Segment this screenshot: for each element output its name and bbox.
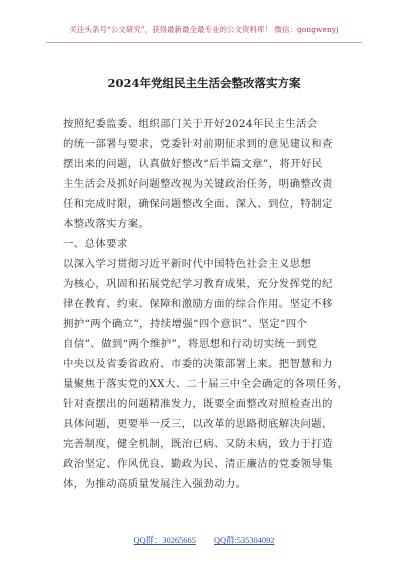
header-divider [46, 42, 362, 43]
paragraph-line: 中央以及省委省政府、市委的决策部署上来。把智慧和力 [63, 358, 333, 370]
footer-contact [0, 534, 408, 546]
paragraph-line: 摆出来的问题，认真做好整改“后半篇文章”，将开好民 [63, 158, 323, 170]
paragraph-line: 针对查摆出的问题精准发力，既要全面整改对照检查出的 [63, 398, 333, 410]
document-title: 2024年党组民主生活会整改落实方案 [107, 76, 301, 90]
paragraph-line: 自信”、做到“两个维护”，将思想和行动切实统一到党 [63, 338, 318, 350]
section-heading-block [63, 234, 363, 254]
header-note: 关注头条号“公文研究”，获得最新最全最专业的公文资料库！ 微信：gongwenyj [69, 25, 339, 34]
paragraph-line: 律在教育、约束、保障和激励方面的综合作用。坚定不移 [63, 298, 333, 310]
paragraph-line: 具体问题，更要举一反三，以改革的思路彻底解决问题， [63, 418, 333, 430]
paragraph-line: 拥护“两个确立”，持续增强“四个意识”、坚定“四个 [63, 318, 308, 330]
paragraph-line: 以深入学习贯彻习近平新时代中国特色社会主义思想 [63, 258, 312, 270]
paragraph-line: 为核心，巩固和拓展党纪学习教育成果，充分发挥党的纪 [63, 278, 333, 290]
paragraph-line: 的统一部署与要求，党委针对前期征求到的意见建议和查 [63, 138, 333, 150]
section-heading: 一、总体要求 [63, 238, 128, 250]
paragraph-line: 体，为推动高质量发展注入强劲动力。 [63, 478, 247, 490]
paragraph-line: 量聚焦于落实党的XX大、二十届三中全会确定的各项任务， [63, 378, 349, 390]
paragraph-line: 完善制度，健全机制，既治已病、又防未病，致力于打造 [63, 438, 333, 450]
paragraph-line: 本整改落实方案。 [63, 218, 150, 230]
footer-qq-group-1[interactable]: QQ群：30265665 [133, 536, 196, 545]
paragraph-line: 主生活会及抓好问题整改视为关键政治任务，明确整改责 [63, 178, 333, 190]
section-paragraph [63, 254, 363, 494]
paragraph-line: 政治坚定、作风优良、勤政为民、清正廉洁的党委领导集 [63, 458, 333, 470]
intro-paragraph [63, 114, 363, 234]
paragraph-line: 按照纪委监委、组织部门关于开好2024年民主生活会 [63, 118, 318, 130]
paragraph-line: 任和完成时限，确保问题整改全面、深入、到位，特制定 [63, 198, 333, 210]
footer-qq-group-2[interactable]: QQ群:535304092 [213, 536, 275, 545]
